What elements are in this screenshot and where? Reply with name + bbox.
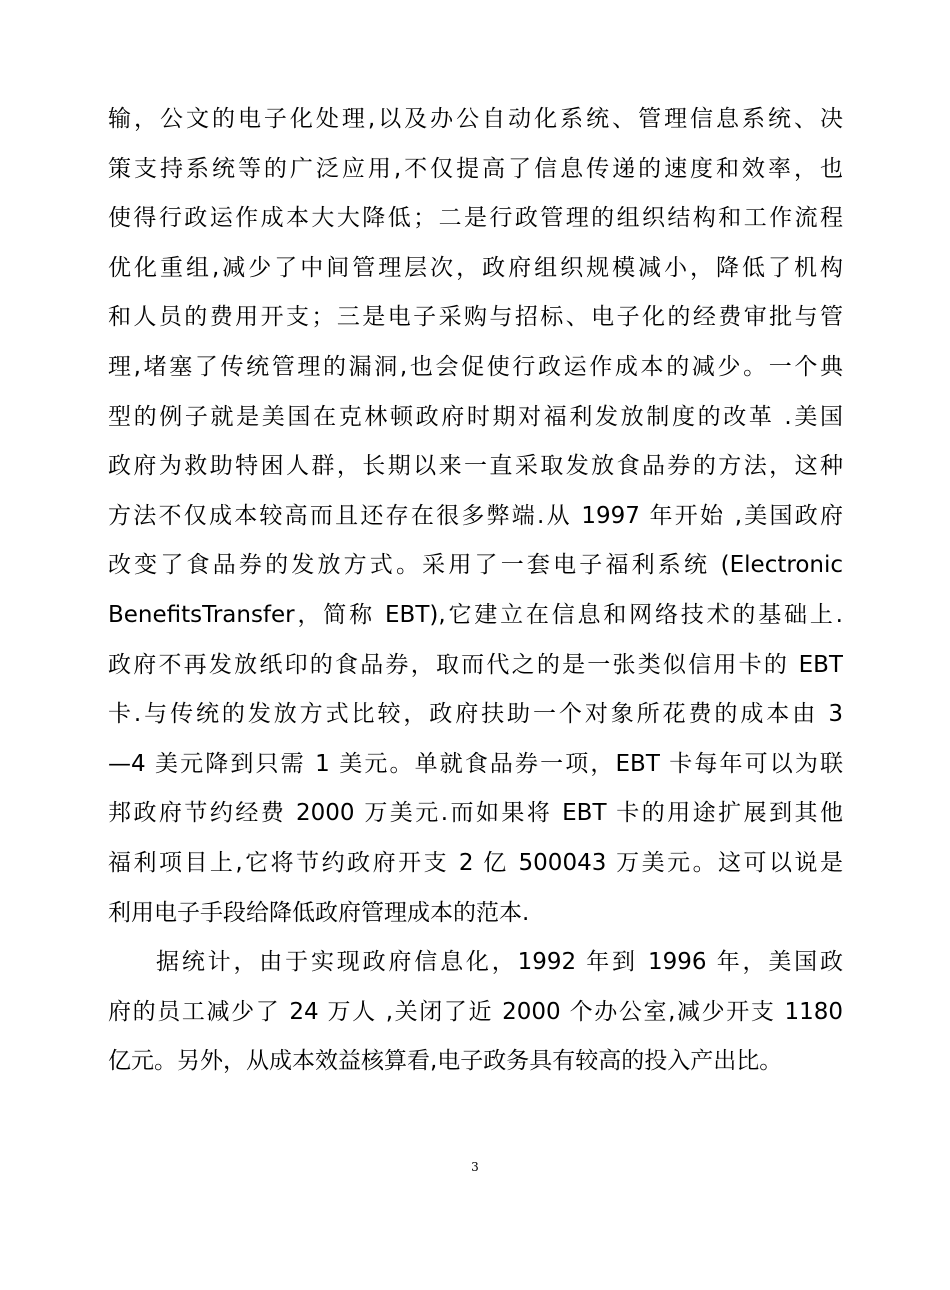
text-line: 理,堵塞了传统管理的漏洞,也会促使行政运作成本的减少。一个典 bbox=[108, 353, 843, 380]
text-line: 亿元。另外，从成本效益核算看,电子政务具有较高的投入产出比。 bbox=[108, 1048, 783, 1075]
paragraph-1 bbox=[108, 95, 843, 938]
body-text bbox=[108, 95, 843, 1087]
text-line: 利用电子手段给降低政府管理成本的范本. bbox=[108, 899, 530, 926]
text-line: 卡.与传统的发放方式比较，政府扶助一个对象所花费的成本由 3 bbox=[108, 701, 843, 728]
paragraph-2 bbox=[108, 938, 843, 1087]
text-line: 方法不仅成本较高而且还存在很多弊端.从 1997 年开始 ,美国政府 bbox=[108, 502, 843, 529]
text-line: 和人员的费用开支；三是电子采购与招标、电子化的经费审批与管 bbox=[108, 304, 843, 331]
text-line: 政府不再发放纸印的食品券，取而代之的是一张类似信用卡的 EBT bbox=[108, 651, 843, 678]
text-line: 据统计，由于实现政府信息化，1992 年到 1996 年，美国政 bbox=[156, 949, 843, 976]
text-line: 邦政府节约经费 2000 万美元.而如果将 EBT 卡的用途扩展到其他 bbox=[108, 800, 843, 827]
text-line: 福利项目上,它将节约政府开支 2 亿 500043 万美元。这可以说是 bbox=[108, 849, 843, 876]
text-line: 使得行政运作成本大大降低；二是行政管理的组织结构和工作流程 bbox=[108, 205, 843, 232]
text-line: 策支持系统等的广泛应用,不仅提高了信息传递的速度和效率，也 bbox=[108, 155, 843, 182]
text-line: 府的员工减少了 24 万人 ,关闭了近 2000 个办公室,减少开支 1180 bbox=[108, 998, 843, 1025]
text-line: 型的例子就是美国在克林顿政府时期对福利发放制度的改革 .美国 bbox=[108, 403, 843, 430]
text-line: 优化重组,减少了中间管理层次，政府组织规模减小，降低了机构 bbox=[108, 254, 843, 281]
text-line: —4 美元降到只需 1 美元。单就食品券一项，EBT 卡每年可以为联 bbox=[108, 750, 843, 777]
page-number: 3 bbox=[471, 1160, 479, 1174]
text-line: 输，公文的电子化处理,以及办公自动化系统、管理信息系统、决 bbox=[108, 106, 843, 132]
text-line: 政府为救助特困人群，长期以来一直采取发放食品券的方法，这种 bbox=[108, 453, 843, 480]
text-line: 改变了食品券的发放方式。采用了一套电子福利系统 (Electronic bbox=[108, 552, 843, 579]
text-line: BenefitsTransfer，简称 EBT),它建立在信息和网络技术的基础上. bbox=[108, 601, 843, 628]
